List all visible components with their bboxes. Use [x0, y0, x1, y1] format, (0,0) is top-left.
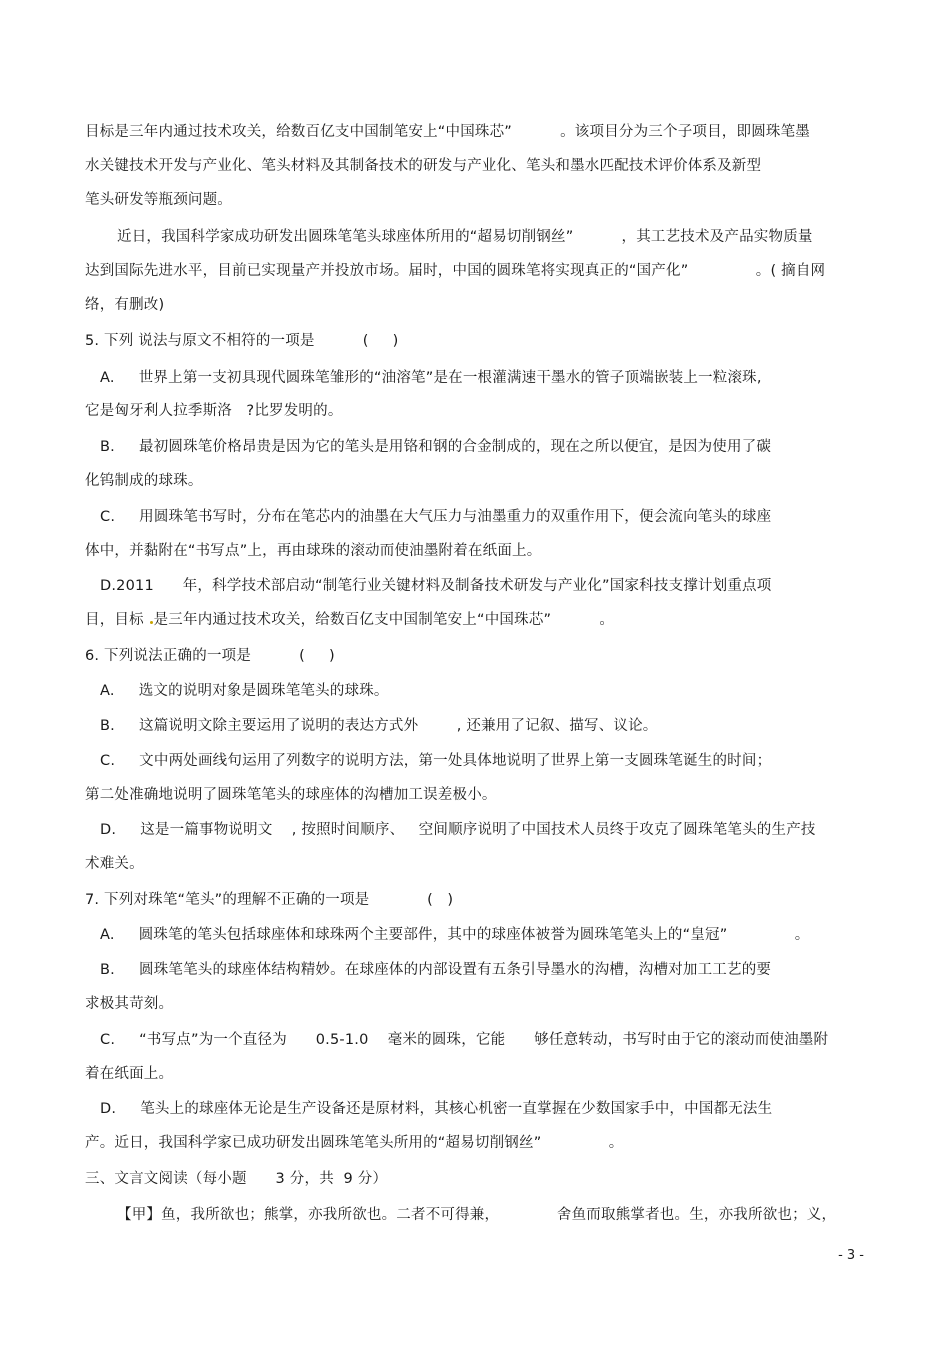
q5-option-c-cont: 体中，并黏附在“书写点”上，再由球珠的滚动而使油墨附着在纸面上。	[85, 543, 542, 559]
text-fragment: 目，目标	[85, 612, 149, 628]
passage-line: 达到国际先进水平，目前已实现量产并投放市场。届时，中国的圆珠笔将实现真正的“国产化” 。( 摘自网	[85, 263, 826, 279]
q7-option-a: A. 圆珠笔的笔头包括球座体和球珠两个主要部件，其中的球座体被誉为圆珠笔笔头上的“皇冠” 。	[100, 927, 810, 943]
q7-option-b-cont: 求极其苛刻。	[85, 996, 174, 1012]
q5-option-c: C. 用圆珠笔书写时，分布在笔芯内的油墨在大气压力与油墨重力的双重作用下，便会流向笔头的球座	[100, 509, 772, 525]
question-6-stem: 6. 下列说法正确的一项是 ( )	[85, 648, 335, 664]
q5-option-a-cont: 它是匈牙利人拉季斯洛 ?比罗发明的。	[85, 403, 343, 419]
classical-text-line: 【甲】鱼，我所欲也；熊掌，亦我所欲也。二者不可得兼， 舍鱼而取熊掌者也。生，亦我所欲也；义，	[117, 1207, 837, 1223]
q6-option-a: A. 选文的说明对象是圆珠笔笔头的球珠。	[100, 683, 389, 699]
q7-option-d: D. 笔头上的球座体无论是生产设备还是原材料，其核心机密一直掌握在少数国家手中，中国都无法生	[100, 1101, 773, 1117]
text-fragment: 是三年内通过技术攻关，给数百亿支中国制笔安上“中国珠芯” 。	[153, 612, 615, 628]
q6-option-d-cont: 术难关。	[85, 856, 144, 872]
q6-option-d: D. 这是一篇事物说明文 , 按照时间顺序、 空间顺序说明了中国技术人员终于攻克了圆珠笔笔头的生产技	[100, 822, 816, 838]
q5-option-d-cont	[85, 610, 614, 630]
section-3-title: 三、文言文阅读（每小题 3 分，共 9 分）	[85, 1171, 388, 1187]
q6-option-c: C. 文中两处画线句运用了列数字的说明方法，第一处具体地说明了世界上第一支圆珠笔诞生的时间；	[100, 753, 772, 769]
q5-option-a: A. 世界上第一支初具现代圆珠笔雏形的“油溶笔”是在一根灌满速干墨水的管子顶端嵌装上一粒滚珠,	[100, 370, 762, 386]
highlight-dot	[150, 621, 153, 624]
q6-option-c-cont: 第二处准确地说明了圆珠笔笔头的球座体的沟槽加工误差极小。	[85, 787, 497, 803]
q5-option-b-cont: 化钨制成的球珠。	[85, 473, 203, 489]
q5-option-b: B. 最初圆珠笔价格昂贵是因为它的笔头是用铬和钢的合金制成的，现在之所以便宜，是因为使用了碳	[100, 439, 772, 455]
q7-option-c-cont: 着在纸面上。	[85, 1066, 174, 1082]
q5-option-d: D.2011 年，科学技术部启动“制笔行业关键材料及制备技术研发与产业化”国家科技支撑计划重点项	[100, 578, 772, 594]
passage-line: 水关键技术开发与产业化、笔头材料及其制备技术的研发与产业化、笔头和墨水匹配技术评价体系及新型	[85, 158, 762, 174]
passage-line: 络，有删改)	[85, 297, 165, 313]
page-number: - 3 -	[838, 1248, 864, 1263]
q6-option-b: B. 这篇说明文除主要运用了说明的表达方式外 , 还兼用了记叙、描写、议论。	[100, 718, 658, 734]
question-7-stem: 7. 下列对珠笔“笔头”的理解不正确的一项是 ( )	[85, 892, 454, 908]
q7-option-b: B. 圆珠笔笔头的球座体结构精妙。在球座体的内部设置有五条引导墨水的沟槽，沟槽对加工工艺的要	[100, 962, 772, 978]
q7-option-d-cont: 产。近日，我国科学家已成功研发出圆珠笔笔头所用的“超易切削钢丝” 。	[85, 1135, 624, 1151]
passage-line: 笔头研发等瓶颈问题。	[85, 192, 232, 208]
passage-line: 目标是三年内通过技术攻关，给数百亿支中国制笔安上“中国珠芯” 。该项目分为三个子项目，即圆珠笔墨	[85, 124, 811, 140]
question-5-stem: 5. 下列 说法与原文不相符的一项是 ( )	[85, 333, 399, 349]
q7-option-c: C. “书写点”为一个直径为 0.5-1.0 毫米的圆珠，它能 够任意转动，书写时由于它的滚动而使油墨附	[100, 1032, 829, 1048]
passage-line: 近日，我国科学家成功研发出圆珠笔笔头球座体所用的“超易切削钢丝” ，其工艺技术及产品实物质量	[117, 229, 813, 245]
